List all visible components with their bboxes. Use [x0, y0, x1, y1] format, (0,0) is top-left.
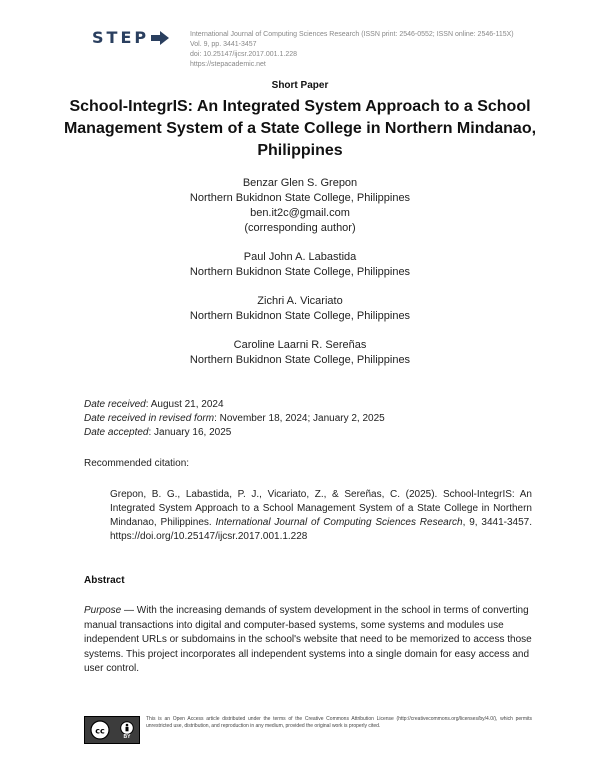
journal-url[interactable]: https://stepacademic.net	[190, 61, 266, 68]
date-revised	[84, 412, 385, 426]
abstract-paragraph	[84, 604, 532, 677]
date-received-label: Date received	[84, 399, 146, 410]
volume-line: Vol. 9, pp. 3441-3457	[190, 41, 257, 48]
author-block	[0, 250, 600, 280]
author-affiliation: Northern Bukidnon State College, Philippines	[189, 192, 411, 204]
citation-journal: International Journal of Computing Sciences Research	[215, 517, 463, 528]
journal-line: International Journal of Computing Sciences Research (ISSN print: 2546-0552; ISSN online: 2546-115X)	[190, 31, 514, 38]
arrow-icon	[151, 31, 169, 45]
author-name: Zichri A. Vicariato	[257, 295, 343, 307]
author-list	[0, 176, 600, 382]
attribution-icon	[120, 721, 134, 735]
dates-block	[84, 398, 385, 440]
purpose-label: Purpose	[84, 605, 122, 616]
citation-tail: , 9, 3441-3457. https://doi.org/10.25147/ijcsr.2017.001.1.228	[110, 517, 532, 542]
author-affiliation: Northern Bukidnon State College, Philippines	[189, 354, 411, 366]
date-accepted-label: Date accepted	[84, 427, 149, 438]
author-name: Paul John A. Labastida	[243, 251, 357, 263]
author-block	[0, 294, 600, 324]
author-email[interactable]: ben.it2c@gmail.com	[250, 207, 350, 219]
journal-logo	[92, 28, 169, 47]
author-name: Caroline Laarni R. Sereñas	[233, 339, 367, 351]
author-affiliation: Northern Bukidnon State College, Philippines	[189, 266, 411, 278]
date-received-value: : August 21, 2024	[145, 399, 224, 410]
date-revised-label: Date received in revised form	[84, 413, 215, 424]
citation-text: Grepon, B. G., Labastida, P. J., Vicariato, Z., & Sereñas, C. (2025). School-IntegrIS: An Integrated System Approach to a School Management System of a State College in Northern Mindanao, Philippines.	[110, 489, 532, 528]
creative-commons-icon	[90, 720, 110, 740]
svg-text:cc: cc	[95, 726, 105, 736]
license-footer	[84, 716, 532, 744]
paper-type: Short Paper	[271, 80, 329, 91]
date-revised-value: : November 18, 2024; January 2, 2025	[214, 413, 385, 424]
citation	[110, 488, 532, 544]
paper-title: School-IntegrIS: An Integrated System Approach to a School Management System of a State College in Northern Mindanao, Philippines	[63, 98, 537, 159]
author-affiliation: Northern Bukidnon State College, Philippines	[189, 310, 411, 322]
date-accepted	[84, 426, 385, 440]
abstract-body: — With the increasing demands of system development in the school in terms of converting manual transactions into digital and computer-based systems, some systems and modules use independent URLs or subdomains in the school's website that need to be memorized to access those systems. This project incorporates all independent systems into a single domain for easy access and user control.	[84, 605, 532, 674]
author-name: Benzar Glen S. Grepon	[242, 177, 358, 189]
license-text: This is an Open Access article distributed under the terms of the Creative Commons Attribution License (http://creativecommons.org/licenses/by/4.0/), which permits unrestricted use, distribution, and reproduction in any medium, provided the original work is properly cited.	[146, 716, 532, 729]
date-accepted-value: : January 16, 2025	[148, 427, 232, 438]
recommended-citation-label: Recommended citation:	[84, 458, 190, 469]
abstract-heading: Abstract	[84, 575, 125, 586]
badge-label: BY	[123, 733, 131, 740]
doi-line: doi: 10.25147/ijcsr.2017.001.1.228	[190, 51, 298, 58]
date-received	[84, 398, 385, 412]
journal-meta	[190, 30, 514, 70]
corresponding-note: (corresponding author)	[244, 222, 356, 234]
cc-by-badge[interactable]	[84, 716, 140, 744]
logo-text: STEP	[92, 28, 150, 47]
author-block	[0, 176, 600, 236]
author-block	[0, 338, 600, 368]
